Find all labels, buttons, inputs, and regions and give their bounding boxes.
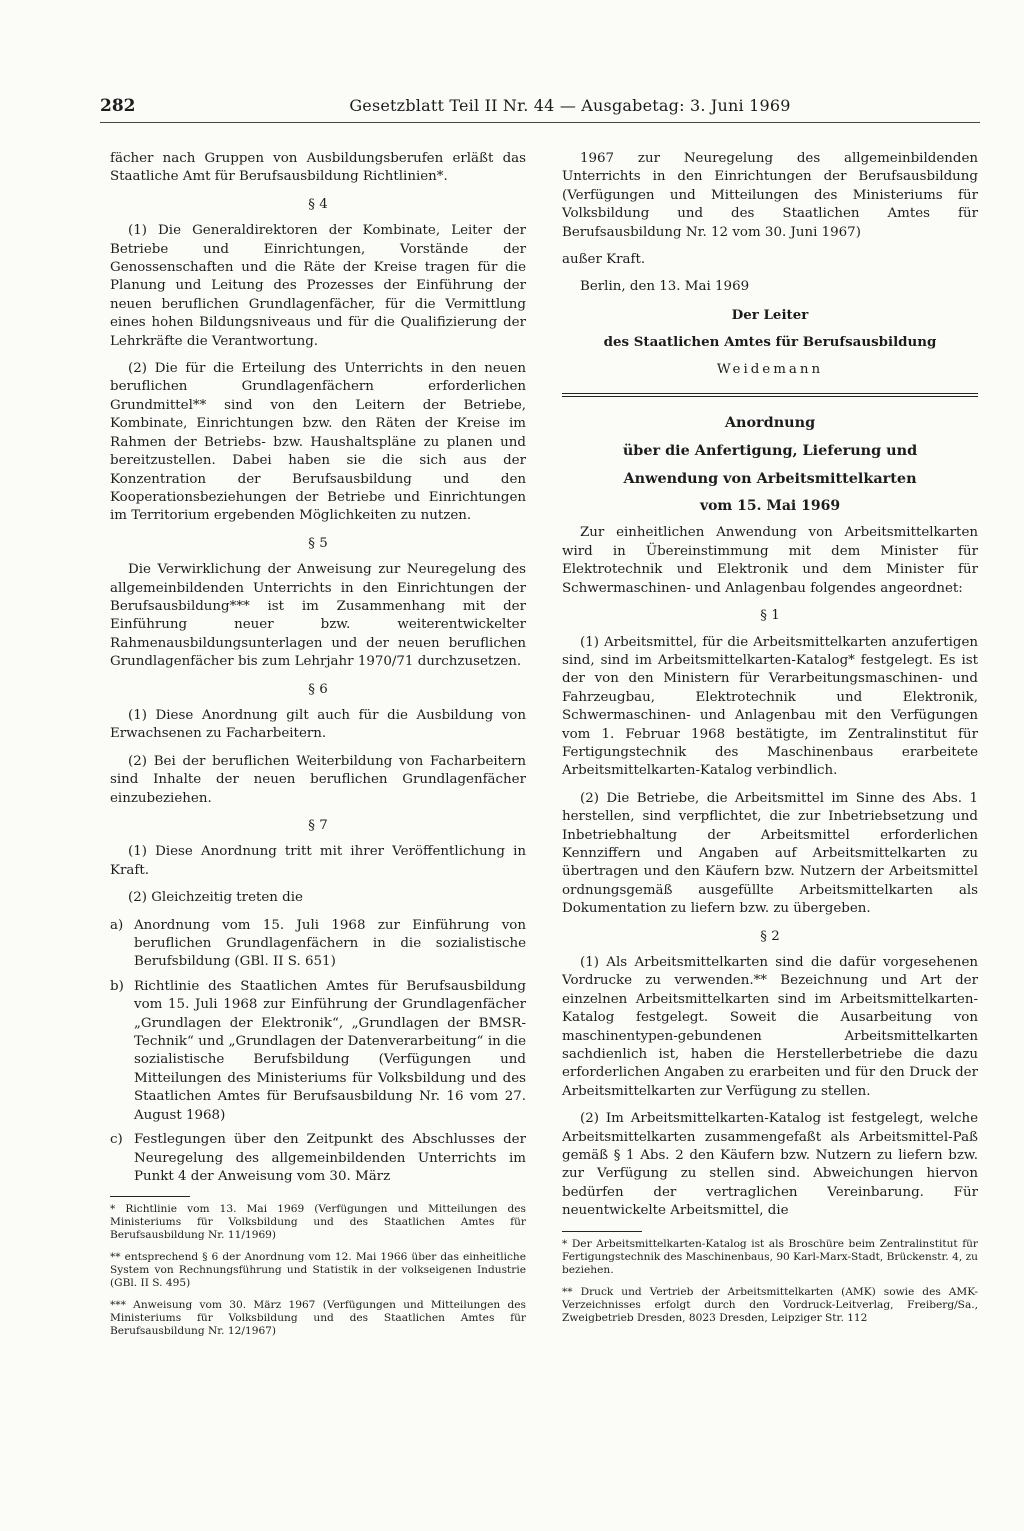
section-7-heading: § 7 (308, 818, 328, 833)
list-item-label: b) (110, 978, 124, 994)
list-item (110, 978, 526, 1125)
signature-name: Weidemann (716, 361, 824, 377)
list-item-label: c) (110, 1132, 123, 1148)
section-6-para-2: (2) Bei der beruflichen Weiterbildung von Facharbeitern sind Inhalte der neuen beruflichen Grundlagenfächer einzubeziehen. (110, 753, 526, 806)
section-4-heading: § 4 (308, 196, 328, 212)
ordinance-title-2: über die Anfertigung, Lieferung und (622, 442, 918, 460)
section-5-para-1: Die Verwirklichung der Anweisung zur Neuregelung des allgemeinbildenden Unterrichts in den Einrichtungen der Berufsausbildung*** ist im Zusammenhang mit der Einführung neuer bzw. weiterentwickelter Rahmenausbildungsunterlagen und der neuen beruflichen Grundlagenfächer bis zum Lehrjahr 1970/71 durchzusetzen. (110, 562, 526, 670)
section-1-para-2: (2) Die Betriebe, die Arbeitsmittel im Sinne des Abs. 1 herstellen, sind verpflichtet, die zur Inbetriebsetzung und Inbetriebhaltung der Arbeitsmittel erforderlichen Kennziffern und Angaben auf Arbeitsmittelkarten zu übertragen und den Käufern bzw. Nutzern der Arbeitsmittel ordnungsgemäß ausgefüllte Arbeitsmittelkarten als Dokumentation zu liefern bzw. zu übergeben. (562, 790, 978, 917)
section-1-heading: § 1 (760, 608, 780, 624)
left-column (110, 150, 526, 1347)
footnote-rule (562, 1231, 642, 1232)
header-rule (100, 122, 980, 123)
list-item-text: Festlegungen über den Zeitpunkt des Abschlusses der Neuregelung des allgemeinbildenden Unterrichts im Punkt 4 der Anweisung vom 30. März (134, 1132, 526, 1184)
footnote-rule (110, 1196, 190, 1197)
left-intro: fächer nach Gruppen von Ausbildungsberufen erläßt das Staatliche Amt für Berufsausbildung Richtlinien*. (110, 151, 526, 185)
ordinance-date: vom 15. Mai 1969 (699, 498, 841, 515)
ordinance-intro: Zur einheitlichen Anwendung von Arbeitsmittelkarten wird in Übereinstimmung mit dem Minister für Elektrotechnik und Elektronik und dem Minister für Schwermaschinen- und Anlagenbau folgendes angeordnet: (562, 525, 978, 596)
section-4-para-1: (1) Die Generaldirektoren der Kombinate, Leiter der Betriebe und Einrichtungen, Vorstände der Genossenschaften und die Räte der Kreise tragen für die Planung und Leitung des Prozesses der Einführung der neuen beruflichen Grundlagenfächer, für die Vermittlung eines hohen Bildungsniveaus und für die Qualifizierung der Lehrkräfte die Verantwortung. (110, 223, 526, 349)
list-item (110, 917, 526, 972)
section-7-para-1: (1) Diese Anordnung tritt mit ihrer Veröffentlichung in Kraft. (110, 844, 526, 878)
signature-title-1: Der Leiter (731, 306, 809, 323)
page-number: 282 (100, 96, 136, 116)
page-header (100, 96, 980, 116)
section-2-para-2: (2) Im Arbeitsmittelkarten-Katalog ist festgelegt, welche Arbeitsmittelkarten zusammengefaßt als Arbeitsmittel-Paß gemäß § 1 Abs. 2 den Käufern bzw. Nutzern zu liefern bzw. zur Verfügung zu stellen sind. Abweichungen hiervon bedürfen der vertraglichen Vereinbarung. Für neuentwickelte Arbeitsmittel, die (562, 1111, 978, 1219)
footnote: ** Druck und Vertrieb der Arbeitsmittelkarten (AMK) sowie des AMK-Verzeichnisses erfolgt durch den Vordruck-Leitverlag, Freiberg/Sa., Zweigbetrieb Dresden, 8023 Dresden, Leipziger Str. 112 (562, 1285, 978, 1324)
right-continuation: 1967 zur Neuregelung des allgemeinbildenden Unterrichts in den Einrichtungen der Berufsausbildung (Verfügungen und Mitteilungen des Ministeriums für Volksbildung und des Staatlichen Amtes für Berufsausbildung Nr. 12 vom 30. Juni 1967) (562, 151, 978, 240)
section-7-para-2: (2) Gleichzeitig treten die (128, 890, 303, 906)
section-2-heading: § 2 (760, 928, 780, 944)
section-6-heading: § 6 (308, 681, 328, 697)
signature-title-2: des Staatlichen Amtes für Berufsausbildung (603, 334, 937, 351)
list-item-label: a) (110, 917, 124, 933)
footnote: *** Anweisung vom 30. März 1967 (Verfügungen und Mitteilungen des Ministeriums für Volksbildung und des Staatlichen Amtes für Berufsausbildung Nr. 12/1967) (110, 1299, 526, 1338)
footnote: * Der Arbeitsmittelkarten-Katalog ist als Broschüre beim Zentralinstitut für Fertigungstechnik des Maschinenbaus, 90 Karl-Marx-Stadt, Brückenstr. 4, zu beziehen. (562, 1237, 978, 1276)
section-5-heading: § 5 (308, 535, 328, 551)
footnote: ** entsprechend § 6 der Anordnung vom 12. Mai 1966 über das einheitliche System von Rechnungsführung und Statistik in der volkseigenen Industrie (GBl. II S. 495) (110, 1251, 526, 1290)
place-date: Berlin, den 13. Mai 1969 (580, 279, 750, 295)
right-column (562, 150, 978, 1334)
section-4-para-2: (2) Die für die Erteilung des Unterrichts in den neuen beruflichen Grundlagenfächern erforderlichen Grundmittel** sind von den Leitern der Betriebe, Kombinate, Einrichtungen bzw. den Räten der Kreise im Rahmen der Betriebs- bzw. Haushaltspläne zu planen und bereitzustellen. Dabei haben sie die sich aus der Konzentration der Berufsausbildung und den Kooperationsbeziehungen der Betriebe und Einrichtungen im Territorium ergebenden Möglichkeiten zu nutzen. (110, 361, 526, 524)
ordinance-title-1: Anordnung (724, 414, 816, 432)
list-item-text: Anordnung vom 15. Juli 1968 zur Einführung von beruflichen Grundlagenfächern in die sozialistische Berufsbildung (GBl. II S. 651) (134, 917, 526, 970)
section-6-para-1: (1) Diese Anordnung gilt auch für die Ausbildung von Erwachsenen zu Facharbeitern. (110, 707, 526, 742)
list-item (110, 1131, 526, 1186)
footnote: * Richtlinie vom 13. Mai 1969 (Verfügungen und Mitteilungen des Ministeriums für Volksbildung und des Staatlichen Amtes für Berufsausbildung Nr. 11/1969) (110, 1203, 526, 1242)
ordinance-title-3: Anwendung von Arbeitsmittelkarten (623, 470, 917, 488)
list-item-text: Richtlinie des Staatlichen Amtes für Berufsausbildung vom 15. Juli 1968 zur Einführung der Grundlagenfächer „Grundlagen der Elektronik“, „Grundlagen der BMSR-Technik“ und „Grundlagen der Datenverarbeitung“ in die sozialistische Berufsbildung (Verfügungen und Mitteilungen des Ministeriums für Volksbildung und des Staatlichen Amtes für Berufsausbildung Nr. 16 vom 27. August 1968) (134, 978, 526, 1123)
section-2-para-1: (1) Als Arbeitsmittelkarten sind die dafür vorgesehenen Vordrucke zu verwenden.** Bezeichnung und Art der einzelnen Arbeitsmittelkarten sind im Arbeitsmittelkarten-Katalog festgelegt. Soweit die Ausarbeitung von maschinentypen-gebundenen Arbeitsmittelkarten sachdienlich ist, haben die Herstellerbetriebe die dazu erforderlichen Angaben zu erarbeiten und für den Druck der Arbeitsmittelkarten zur Verfügung zu stellen. (562, 955, 978, 1099)
running-title: Gesetzblatt Teil II Nr. 44 — Ausgabetag: 3. Juni 1969 (349, 96, 791, 115)
section-divider (562, 393, 978, 397)
repeal-clause: außer Kraft. (562, 252, 646, 268)
section-1-para-1: (1) Arbeitsmittel, für die Arbeitsmittelkarten anzufertigen sind, sind im Arbeitsmittelkarten-Katalog* festgelegt. Es ist der von den Ministern für Verarbeitungsmaschinen- und Fahrzeugbau, Elektrotechnik und Elektronik, Schwermaschinen- und Anlagenbau mit den Verfügungen vom 1. Februar 1968 bestätigte, im Zentralinstitut für Fertigungstechnik des Maschinenbaus erarbeitete Arbeitsmittelkarten-Katalog verbindlich. (562, 634, 978, 779)
